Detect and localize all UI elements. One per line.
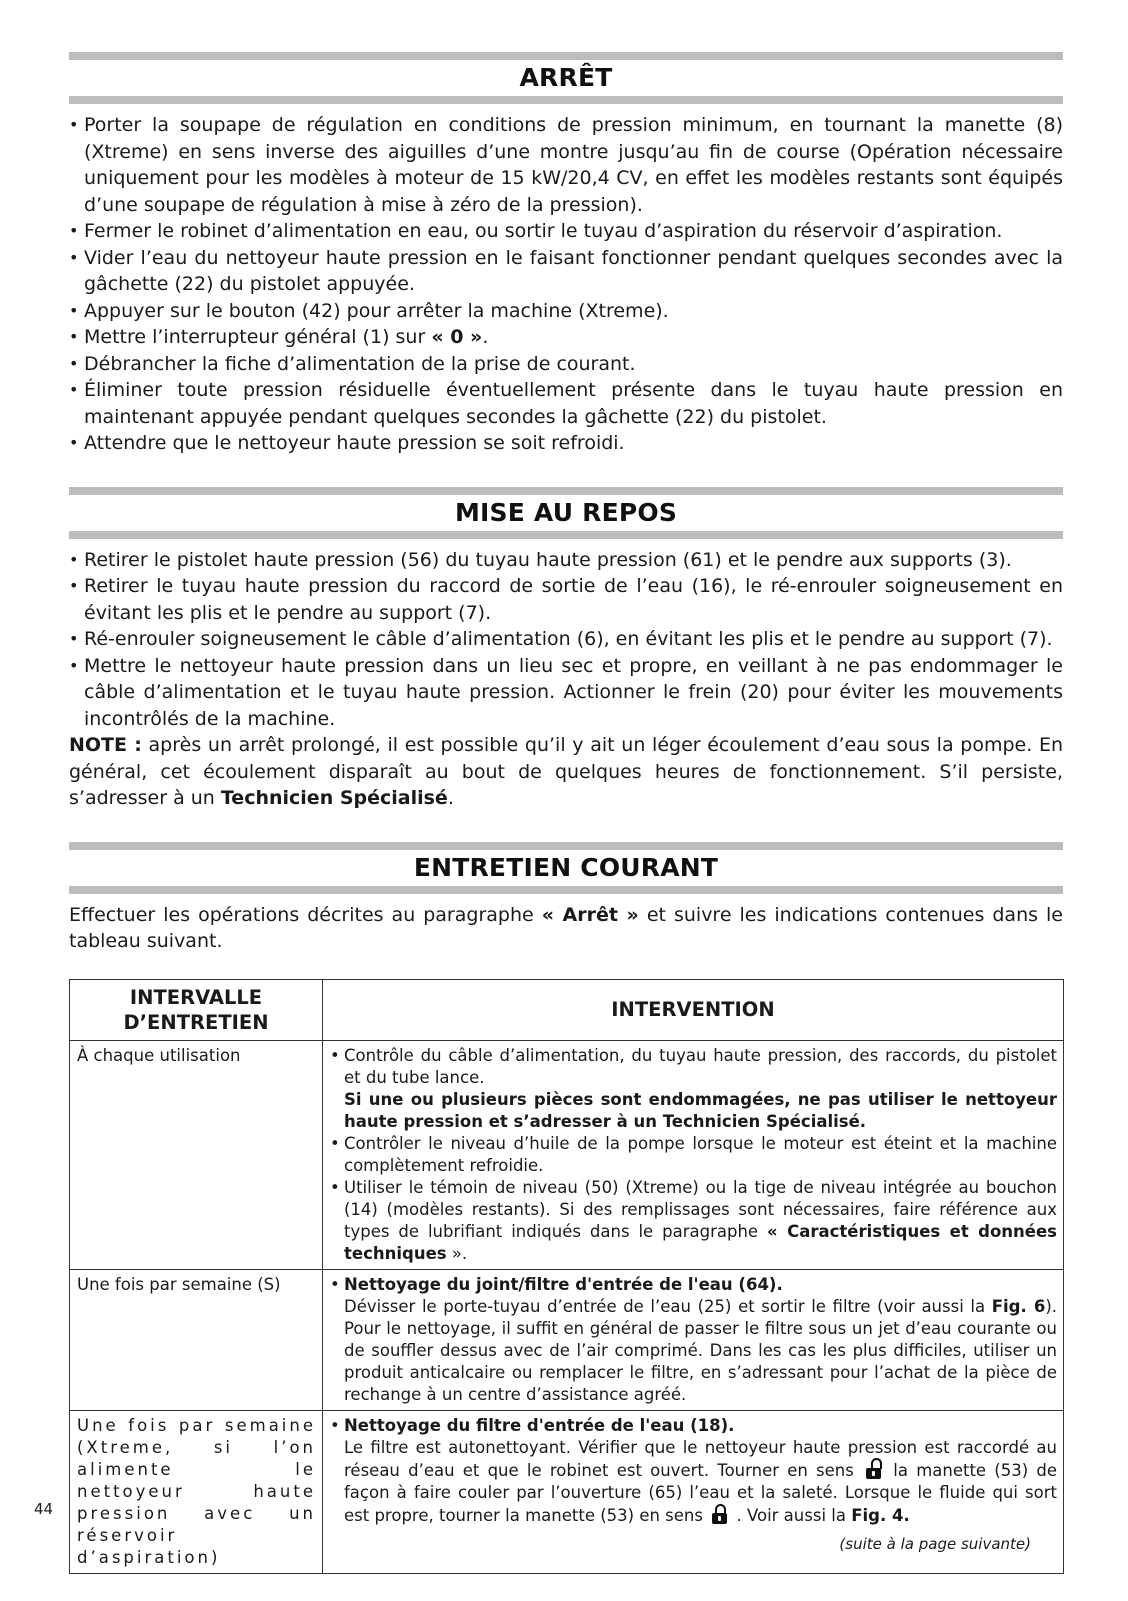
intervention-title: Nettoyage du filtre d'entrée de l'eau (18). bbox=[344, 1415, 735, 1435]
header-rule-top bbox=[69, 52, 1063, 60]
intervention-text: ). Pour le nettoyage, il suffit en général de passer le filtre sous un jet d’eau courante ou de souffler dessus avec de l’air comprimé. Dans les cas les plus difficiles, utiliser un produit anticalcaire ou remplacer le filtre, en s’adressant pour l’achat de la pièce de rechange à un centre d’assistance agréé. bbox=[344, 1296, 1057, 1404]
figure-ref: Fig. 4. bbox=[851, 1505, 910, 1525]
section-header-arret bbox=[69, 52, 1063, 104]
note-text: après un arrêt prolongé, il est possible qu’il y ait un léger écoulement d’eau sous la pompe. En général, cet écoulement disparaît au bout de quelques heures de fonctionnement. S’il persiste, s’adresser à un bbox=[69, 734, 1063, 809]
interval-cell: Une fois par semaine (S) bbox=[70, 1269, 323, 1410]
list-item-switch bbox=[69, 324, 1063, 351]
intervention-text: Le filtre est autonettoyant. Vérifier que le nettoyeur haute pression est raccordé au réseau d’eau et que le robinet est ouvert. Tourner en sens bbox=[344, 1437, 1057, 1480]
section-title-repos: MISE AU REPOS bbox=[454, 497, 678, 527]
list-item bbox=[330, 1045, 1057, 1133]
switch-value: « 0 » bbox=[431, 326, 483, 348]
document-page bbox=[69, 52, 1063, 1574]
maintenance-table bbox=[69, 979, 1064, 1574]
intervention-text: la manette (53) de façon à faire couler par l’ouverture (65) l’eau et la saleté. Lorsque le fluide qui sort est propre, tourner la manette (53) en sens bbox=[344, 1460, 1058, 1525]
repos-note bbox=[69, 732, 1063, 812]
interval-cell: Une fois par semaine (Xtreme, si l’on alimente le nettoyeur haute pression avec un réservoir d’aspiration) bbox=[70, 1410, 323, 1573]
header-intervention: INTERVENTION bbox=[323, 979, 1064, 1040]
repos-list bbox=[69, 547, 1063, 733]
header-rule-bottom bbox=[69, 96, 1063, 104]
intervention-title: Nettoyage du joint/filtre d'entrée de l'eau (64). bbox=[344, 1274, 783, 1294]
list-item: • Contrôler le niveau d’huile de la pompe lorsque le moteur est éteint et la machine complètement refroidie. bbox=[330, 1133, 1057, 1177]
intervention-text: . Voir aussi la bbox=[731, 1505, 852, 1525]
entretien-intro bbox=[69, 902, 1063, 955]
section-header-entretien bbox=[69, 842, 1063, 894]
list-item bbox=[330, 1415, 1057, 1527]
figure-ref: Fig. 6 bbox=[991, 1296, 1046, 1316]
table-row bbox=[70, 1269, 1064, 1410]
list-item: • Ré-enrouler soigneusement le câble d’alimentation (6), en évitant les plis et le pendre au support (7). bbox=[69, 626, 1063, 653]
list-item: • Retirer le tuyau haute pression du raccord de sortie de l’eau (16), le ré-enrouler soigneusement en évitant les plis et le pendre au support (7). bbox=[69, 573, 1063, 626]
continued-note: (suite à la page suivante) bbox=[839, 1535, 1031, 1553]
page-number: 44 bbox=[34, 1500, 54, 1518]
intervention-end: ». bbox=[446, 1243, 468, 1263]
intro-text: Effectuer les opérations décrites au paragraphe bbox=[69, 903, 542, 926]
intervention-ref: « Caractéristiques et données techniques bbox=[344, 1221, 1057, 1263]
interval-cell: À chaque utilisation bbox=[70, 1040, 323, 1269]
section-header-repos bbox=[69, 487, 1063, 539]
header-rule-bottom bbox=[69, 886, 1063, 894]
unlock-icon bbox=[866, 1459, 881, 1479]
header-rule-bottom bbox=[69, 531, 1063, 539]
note-label: NOTE : bbox=[69, 734, 142, 756]
intervention-cell bbox=[323, 1040, 1064, 1269]
header-interval: INTERVALLE D’ENTRETIEN bbox=[70, 979, 323, 1040]
switch-text: Mettre l’interrupteur général (1) sur bbox=[84, 326, 432, 348]
intervention-list bbox=[330, 1415, 1057, 1527]
intervention-list bbox=[330, 1045, 1057, 1265]
lock-icon bbox=[712, 1504, 727, 1524]
note-bold: Technicien Spécialisé bbox=[220, 787, 448, 809]
intervention-text: Contrôle du câble d’alimentation, du tuyau haute pression, des raccords, du pistolet et du tube lance. bbox=[344, 1045, 1057, 1087]
list-item: • Appuyer sur le bouton (42) pour arrêter la machine (Xtreme). bbox=[69, 298, 1063, 325]
intervention-text: Dévisser le porte-tuyau d’entrée de l’eau (25) et sortir le filtre (voir aussi la bbox=[344, 1296, 992, 1316]
section-title-arret: ARRÊT bbox=[519, 63, 613, 92]
list-item: • Débrancher la fiche d’alimentation de la prise de courant. bbox=[69, 351, 1063, 378]
intro-text-end: et suivre les indications contenues dans le tableau suivant. bbox=[69, 903, 1063, 952]
intervention-text: Utiliser le témoin de niveau (50) (Xtreme) ou la tige de niveau intégrée au bouchon (14) (modèles restants). Si des remplissages sont nécessaires, faire référence aux types de lubrifiant indiqués dans le paragraphe bbox=[344, 1177, 1057, 1241]
list-item: • Attendre que le nettoyeur haute pression se soit refroidi. bbox=[69, 430, 1063, 457]
intro-bold: « Arrêt » bbox=[541, 903, 639, 926]
list-item: • Éliminer toute pression résiduelle éventuellement présente dans le tuyau haute pression en maintenant appuyée pendant quelques secondes la gâchette (22) du pistolet. bbox=[69, 377, 1063, 430]
arret-list bbox=[69, 112, 1063, 457]
list-item: • Fermer le robinet d’alimentation en eau, ou sortir le tuyau d’aspiration du réservoir d’aspiration. bbox=[69, 218, 1063, 245]
table-header-row bbox=[70, 979, 1064, 1040]
section-title-entretien: ENTRETIEN COURANT bbox=[413, 852, 719, 882]
list-item bbox=[330, 1177, 1057, 1265]
note-end: . bbox=[447, 787, 454, 809]
header-rule-top bbox=[69, 842, 1063, 850]
list-item: • Mettre le nettoyeur haute pression dans un lieu sec et propre, en veillant à ne pas endommager le câble d’alimentation et le tuyau haute pression. Actionner le frein (20) pour éviter les mouvements incontrôlés de la machine. bbox=[69, 653, 1063, 733]
intervention-list bbox=[330, 1274, 1057, 1406]
intervention-warning: Si une ou plusieurs pièces sont endommagées, ne pas utiliser le nettoyeur haute pression et s’adresser à un Technicien Spécialisé. bbox=[344, 1089, 1057, 1131]
switch-end: . bbox=[482, 326, 489, 348]
list-item: • Vider l’eau du nettoyeur haute pression en le faisant fonctionner pendant quelques secondes avec la gâchette (22) du pistolet appuyée. bbox=[69, 245, 1063, 298]
list-item bbox=[330, 1274, 1057, 1406]
intervention-cell bbox=[323, 1269, 1064, 1410]
list-item: • Porter la soupape de régulation en conditions de pression minimum, en tournant la manette (8) (Xtreme) en sens inverse des aiguilles d’une montre jusqu’au fin de course (Opération nécessaire uniquement pour les modèles à moteur de 15 kW/20,4 CV, en effet les modèles restants sont équipés d’une soupape de régulation à mise à zéro de la pression). bbox=[69, 112, 1063, 218]
table-row bbox=[70, 1040, 1064, 1269]
list-item: • Retirer le pistolet haute pression (56) du tuyau haute pression (61) et le pendre aux supports (3). bbox=[69, 547, 1063, 574]
header-rule-top bbox=[69, 487, 1063, 495]
